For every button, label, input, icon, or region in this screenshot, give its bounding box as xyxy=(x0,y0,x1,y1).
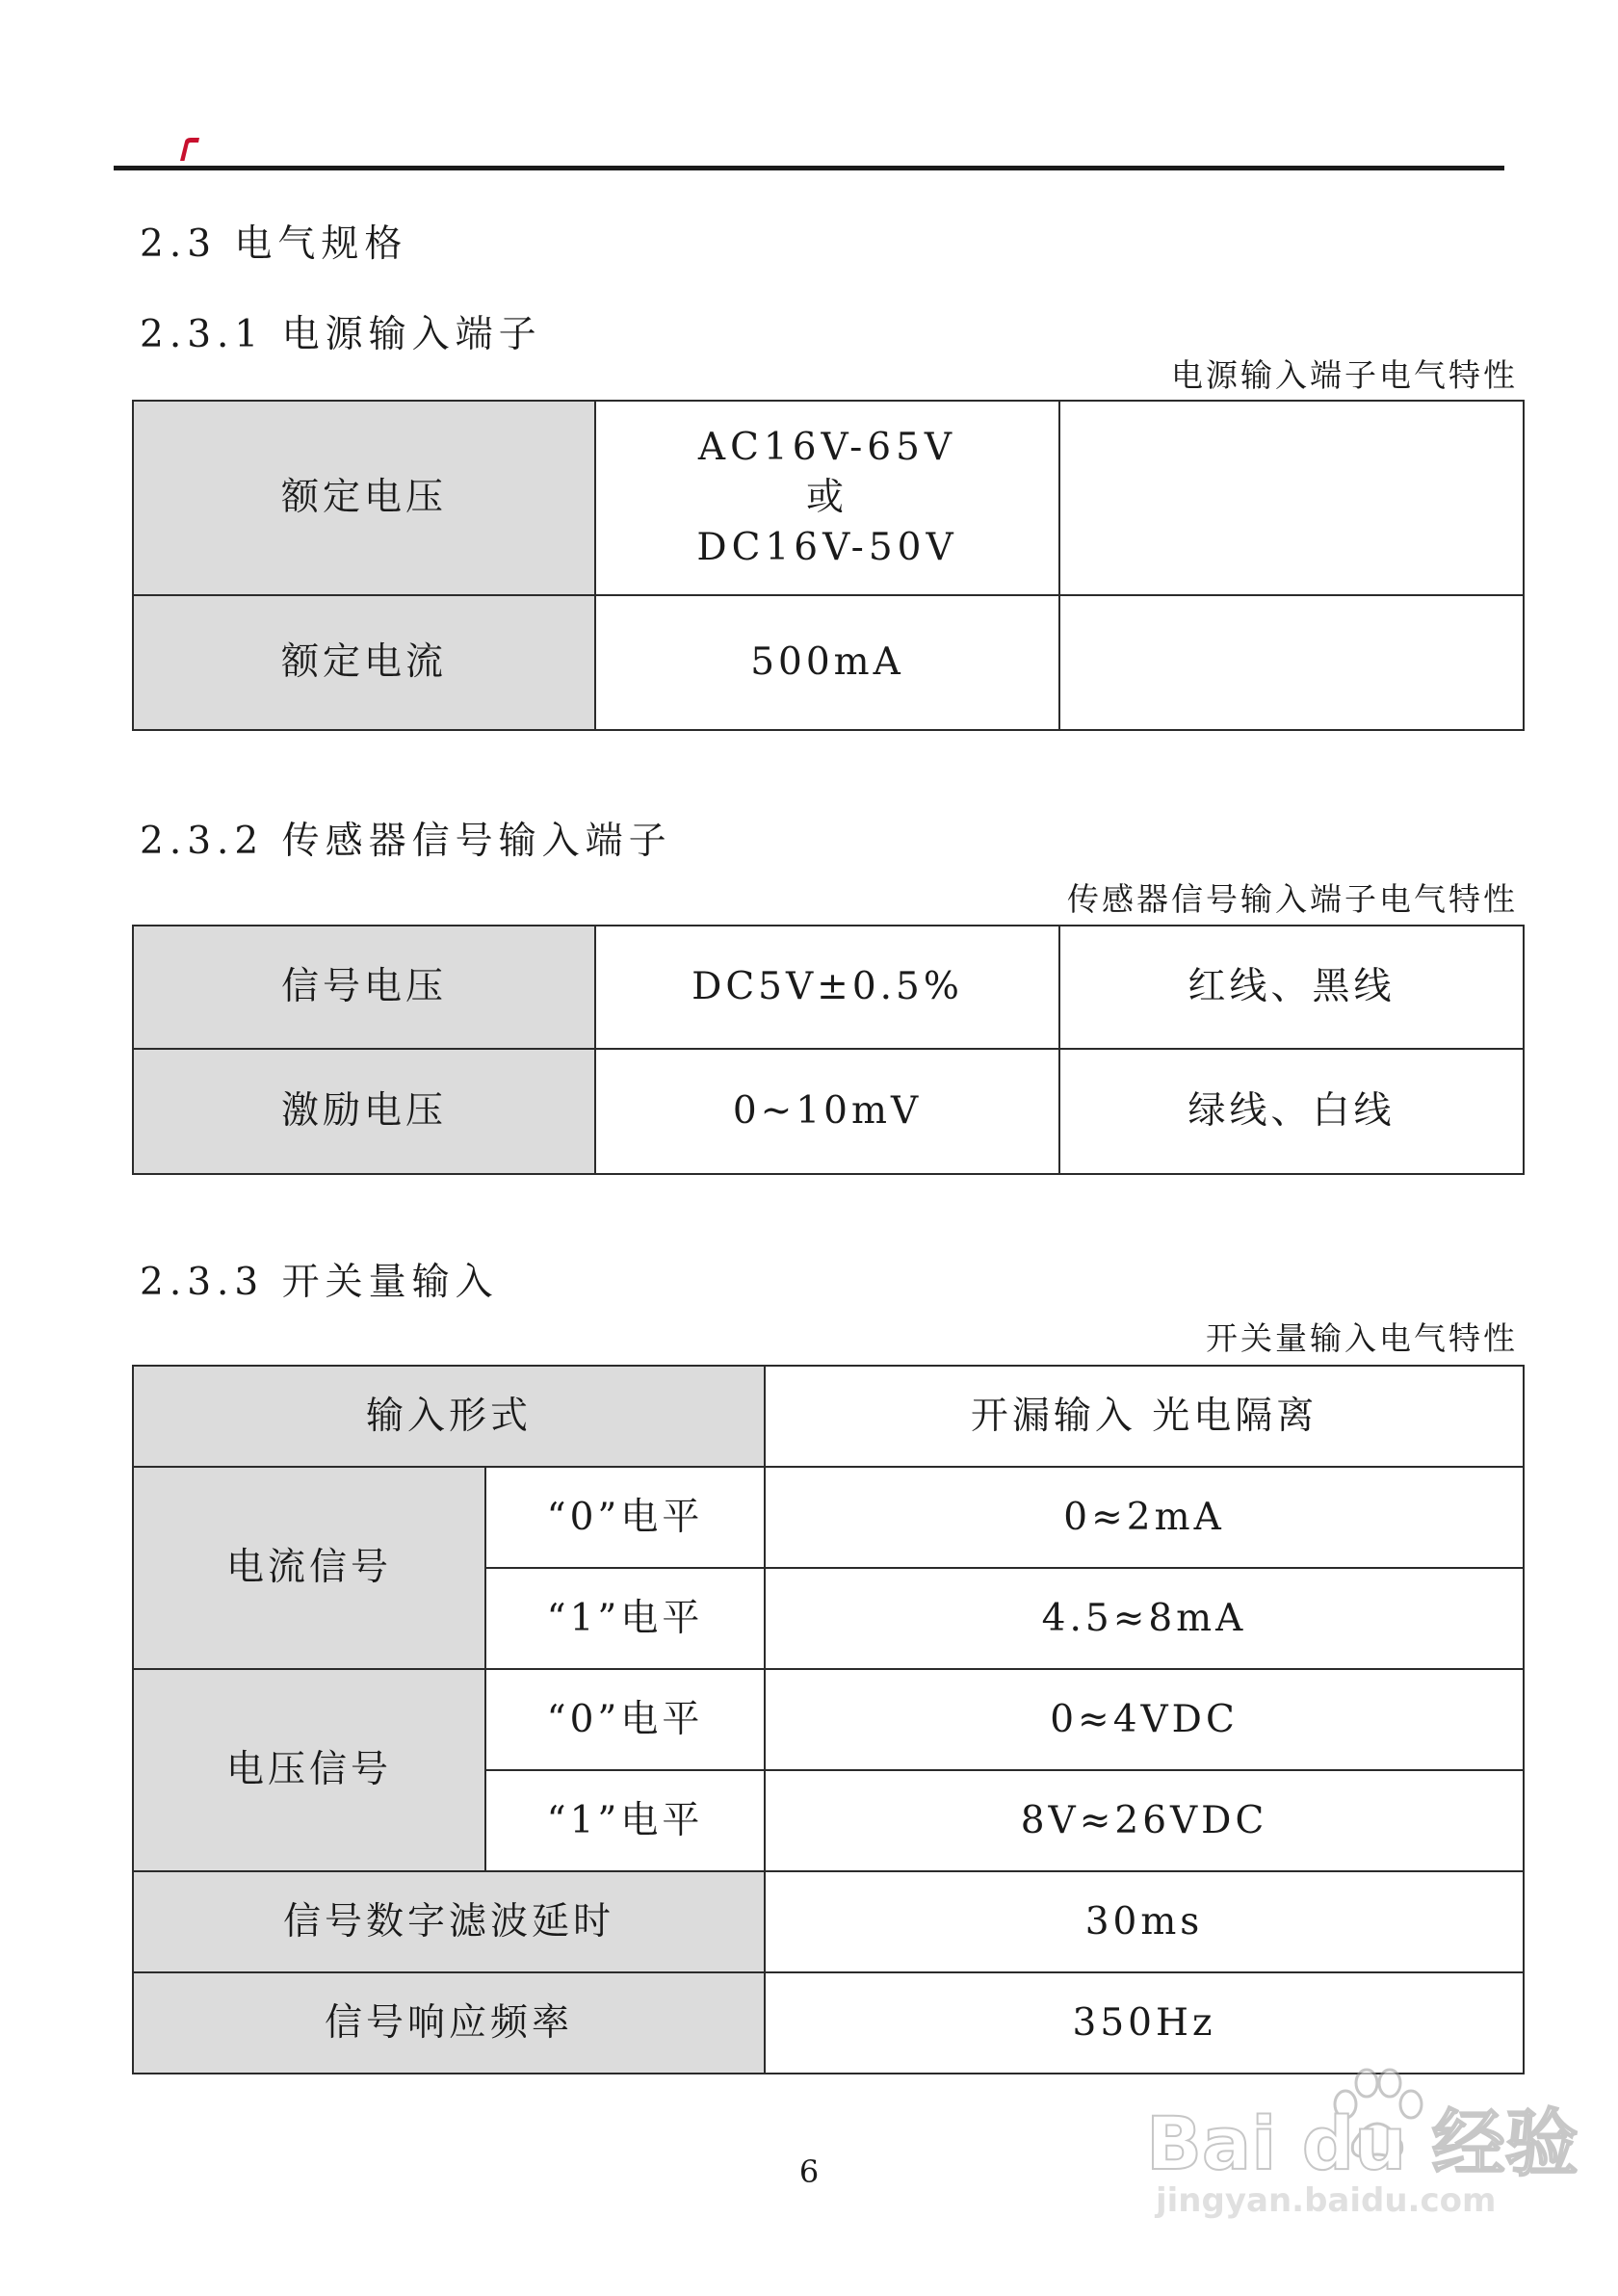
note-excitation-voltage: 绿线、白线 xyxy=(1059,1049,1524,1174)
label-rated-voltage: 额定电压 xyxy=(133,401,595,595)
sensor-input-table xyxy=(132,925,1525,1175)
value-rated-voltage xyxy=(595,401,1059,595)
caption-power-input: 电源输入端子电气特性 xyxy=(1171,356,1518,394)
switch-input-table xyxy=(132,1365,1525,2074)
value-line: AC16V-65V xyxy=(697,426,957,469)
label-current-signal: 电流信号 xyxy=(133,1467,485,1669)
baidu-watermark xyxy=(1146,2066,1579,2239)
label-signal-voltage: 信号电压 xyxy=(133,926,595,1049)
label-excitation-voltage: 激励电压 xyxy=(133,1049,595,1174)
value-excitation-voltage: 0~10mV xyxy=(595,1049,1059,1174)
note-rated-voltage xyxy=(1059,401,1524,595)
value-response-freq: 350Hz xyxy=(765,1972,1524,2074)
label-filter-delay: 信号数字滤波延时 xyxy=(133,1871,765,1972)
caption-sensor-input: 传感器信号输入端子电气特性 xyxy=(1067,880,1518,918)
level-label: “0”电平 xyxy=(485,1669,765,1770)
note-signal-voltage: 红线、黑线 xyxy=(1059,926,1524,1049)
table-row xyxy=(133,401,1524,595)
level-value: 8V≈26VDC xyxy=(765,1770,1524,1871)
page-number: 6 xyxy=(798,2153,820,2190)
table-row xyxy=(133,1669,1524,1770)
table-row xyxy=(133,1467,1524,1568)
label-voltage-signal: 电压信号 xyxy=(133,1669,485,1871)
value-filter-delay: 30ms xyxy=(765,1871,1524,1972)
heading-sensor-input: 2.3.2 传感器信号输入端子 xyxy=(140,820,672,863)
note-rated-current xyxy=(1059,595,1524,730)
heading-switch-input: 2.3.3 开关量输入 xyxy=(140,1261,499,1304)
value-line: 或 xyxy=(805,476,848,519)
label-input-form: 输入形式 xyxy=(133,1366,765,1467)
table-row xyxy=(133,926,1524,1049)
value-rated-current: 500mA xyxy=(595,595,1059,730)
value-signal-voltage: DC5V±0.5% xyxy=(595,926,1059,1049)
label-rated-current: 额定电流 xyxy=(133,595,595,730)
label-response-freq: 信号响应频率 xyxy=(133,1972,765,2074)
watermark-url: jingyan.baidu.com xyxy=(1156,2181,1497,2220)
level-value: 0≈4VDC xyxy=(765,1669,1524,1770)
value-line: DC16V-50V xyxy=(696,526,958,569)
value-input-form: 开漏输入 光电隔离 xyxy=(765,1366,1524,1467)
power-input-table xyxy=(132,400,1525,731)
table-row xyxy=(133,1366,1524,1467)
heading-power-input: 2.3.1 电源输入端子 xyxy=(140,313,542,356)
header-rule xyxy=(114,166,1504,170)
level-label: “1”电平 xyxy=(485,1770,765,1871)
table-row xyxy=(133,595,1524,730)
section-title: 2.3 电气规格 xyxy=(140,222,408,266)
red-slash-logo-icon xyxy=(176,138,199,161)
level-value: 0≈2mA xyxy=(765,1467,1524,1568)
table-row xyxy=(133,1871,1524,1972)
table-row xyxy=(133,1972,1524,2074)
level-label: “1”电平 xyxy=(485,1568,765,1669)
table-row xyxy=(133,1049,1524,1174)
level-value: 4.5≈8mA xyxy=(765,1568,1524,1669)
caption-switch-input: 开关量输入电气特性 xyxy=(1206,1319,1518,1357)
watermark-brand: Bai du 经验 xyxy=(1146,2100,1579,2186)
level-label: “0”电平 xyxy=(485,1467,765,1568)
